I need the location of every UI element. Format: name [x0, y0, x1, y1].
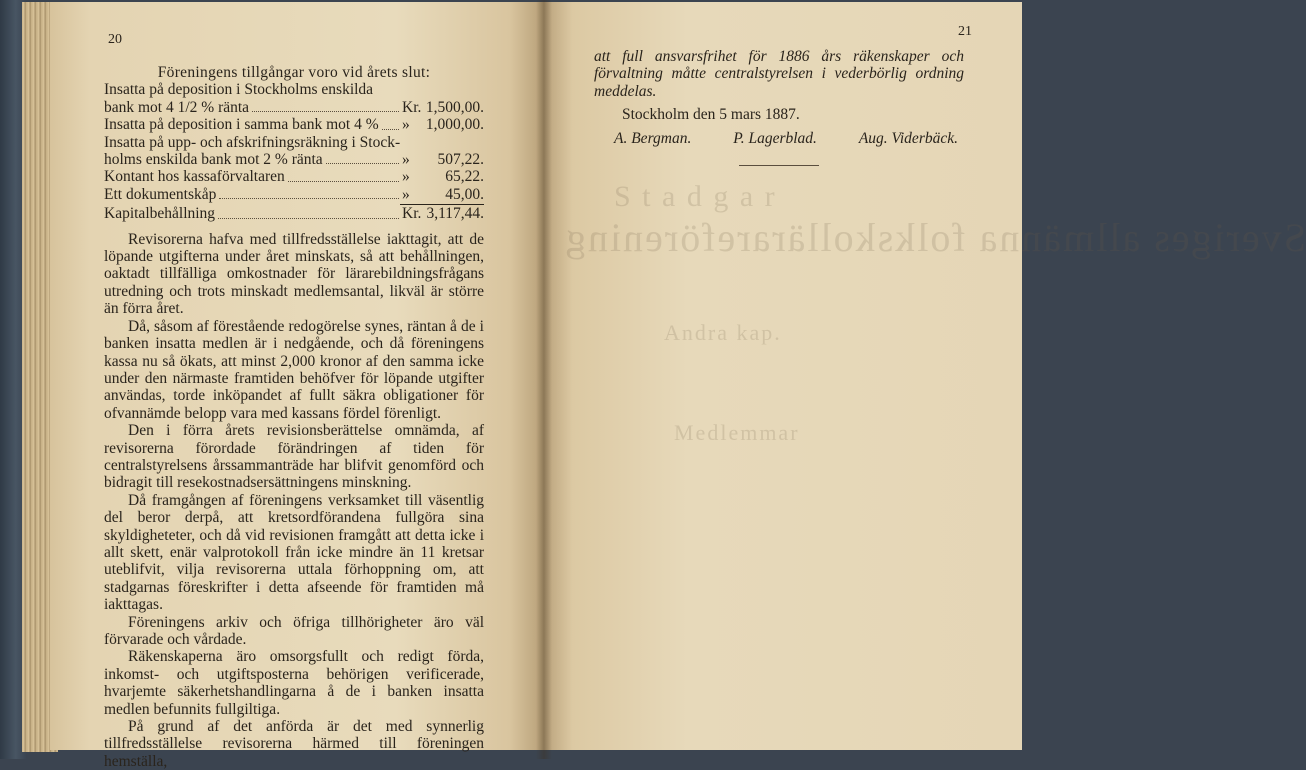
account-label: holms enskilda bank mot 2 % ränta — [104, 151, 323, 169]
account-currency: » — [402, 116, 410, 134]
assets-heading: Föreningens tillgångar voro vid årets slut: — [157, 64, 431, 81]
account-currency: Kr. — [402, 98, 422, 116]
account-label: bank mot 4 1/2 % ränta — [104, 98, 250, 116]
account-currency: » — [402, 185, 410, 203]
account-amount: 1,000,00. — [425, 116, 484, 134]
account-5 — [104, 186, 484, 203]
account-amount: 65,22. — [445, 168, 484, 186]
total-label: Kapitalbehållning — [104, 205, 216, 223]
paragraph: Räkenskaperna äro omsorgsfullt och redigt förda, inkomst- och utgiftsposterna behörigen verificerade, hvarjemte säkerhetshandlingarna å de i banken insatta medlen befunnits fullgiltiga. — [104, 648, 484, 718]
left-page — [50, 2, 544, 770]
account-currency: » — [402, 168, 410, 186]
place-date: Stockholm den 5 mars 1887. — [622, 106, 800, 124]
paragraph: På grund af det anförda är det med synnerlig tillfredsställelse revisorerna härmed till föreningen hemställa, — [104, 718, 484, 770]
signature: A. Bergman. — [614, 129, 692, 147]
account-4 — [104, 168, 484, 185]
signature: Aug. Viderbäck. — [858, 129, 958, 147]
account-currency: » — [402, 151, 410, 169]
account-2 — [104, 116, 484, 133]
right-page: S t a d g a r Sveriges allmänna folkskollärareförening Andra kap. Medlemmar 21 att full ansvarsfrihet för 1886 års räkenskaper och förvaltning måtte centralstyrelsen i vederbörlig ordning meddelas. Stockholm den 5 mars 1887. A. Bergman. P. Lagerblad. Aug. Viderbäck. — [544, 2, 1022, 750]
book-gutter — [536, 0, 552, 759]
left-page-text — [104, 64, 484, 770]
account-3 — [104, 134, 484, 169]
paragraph: Då, såsom af förestående redogörelse synes, räntan å de i banken insatta medlen är i nedgående, och då föreningens kassa nu så ökats, att minst 2,000 kronor af den samma icke under den närmaste framtiden behöfver för löpande utgifter användas, torde inköpandet af fullt säkra obligationer för ofvannämde belopp vara med kassans fördel förenligt. — [104, 317, 484, 422]
account-line: Insatta på upp- och afskrifningsräkning i Stock- — [104, 133, 401, 151]
right-page-text — [594, 48, 964, 166]
paragraph: Den i förra årets revisionsberättelse omnämda, af revisorerna förordade förändringen af tiden för centralstyrelsens årssammanträde har blifvit genomförd och bidragit till resekostnadsersättningens minskning. — [104, 422, 484, 492]
account-amount: 1,500,00. — [425, 98, 484, 116]
account-label: Ett dokumentskåp — [104, 185, 217, 203]
paragraph: Föreningens arkiv och öfriga tillhörigheter äro väl förvarade och vårdade. — [104, 613, 484, 648]
paragraph: Då framgången af föreningens verksamket till väsentlig del beror derpå, att kretsordförandena fullgöra sina skyldigheteter, och då vid revisionen framgått att detta icke i allt skett, enär valprotokoll från icke mindre än 11 kretsar uteblifvit, vilja revisorerna uttala förhoppning om, att stadgarnas föreskrifter i detta afseende för framtiden må iakttagas. — [104, 491, 484, 614]
account-1 — [104, 81, 484, 116]
right-page-number: 21 — [958, 24, 972, 39]
continuation-text: att full ansvarsfrihet för 1886 års räkenskaper och förvaltning måtte centralstyrelsen i vederbörlig ordning meddelas. — [594, 48, 964, 100]
total-amount: 3,117,44. — [426, 205, 484, 223]
left-page-number: 20 — [108, 32, 122, 47]
account-amount: 45,00. — [445, 185, 484, 203]
account-line: Insatta på deposition i Stockholms enskilda — [104, 81, 374, 99]
account-amount: 507,22. — [437, 151, 484, 169]
account-label: Kontant hos kassaförvaltaren — [104, 168, 285, 186]
total-row — [104, 205, 484, 222]
account-label: Insatta på deposition i samma bank mot 4 % — [104, 116, 379, 134]
total-currency: Kr. — [402, 205, 422, 223]
signature: P. Lagerblad. — [733, 129, 817, 147]
paragraph: Revisorerna hafva med tillfredsställelse iakttagit, att de löpande utgifterna under året minskats, så att behållningen, oaktadt tillfälliga omkostnader för lärarebildningsfrågans utredning och trots minskadt medlemsantal, likväl är större än förra året. — [104, 230, 484, 318]
closing-rule — [739, 165, 819, 166]
signatures — [594, 130, 964, 147]
